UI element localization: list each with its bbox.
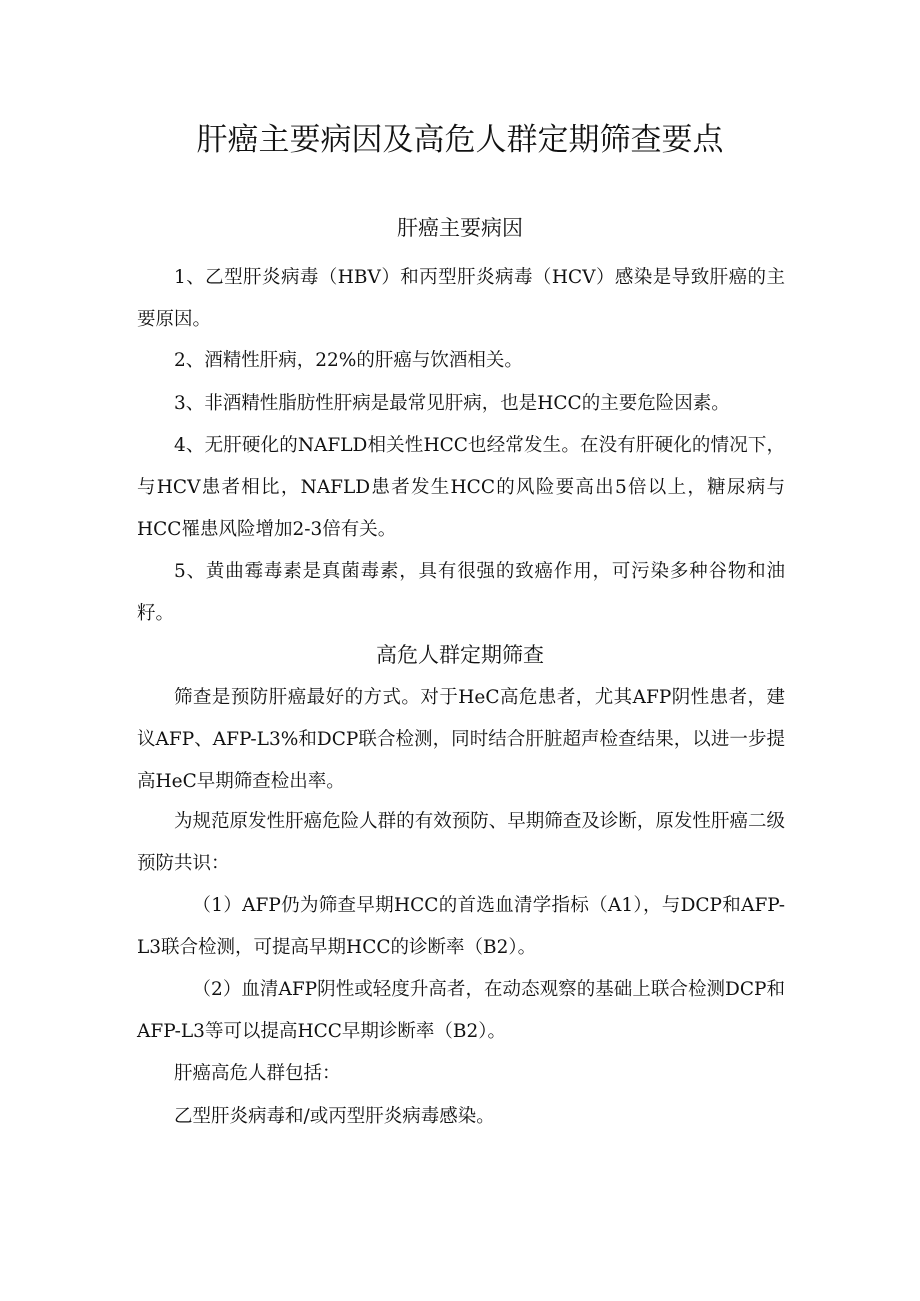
consensus-item-1: （1）AFP仍为筛查早期HCC的首选血清学指标（A1），与DCP和AFP-L3联合检测，可提高早期HCC的诊断率（B2）。: [137, 895, 785, 958]
consensus-item-2: （2）血清AFP阴性或轻度升高者，在动态观察的基础上联合检测DCP和AFP-L3等可以提高HCC早期诊断率（B2）。: [137, 979, 785, 1042]
high-risk-item-1: 乙型肝炎病毒和/或丙型肝炎病毒感染。: [174, 1106, 495, 1127]
screening-paragraph-2: 为规范原发性肝癌危险人群的有效预防、早期筛查及诊断，原发性肝癌二级预防共识：: [137, 811, 785, 874]
high-risk-intro: 肝癌高危人群包括：: [174, 1063, 341, 1084]
section-heading-causes: 肝癌主要病因: [397, 216, 523, 240]
cause-item-1: 1、乙型肝炎病毒（HBV）和丙型肝炎病毒（HCV）感染是导致肝癌的主要原因。: [137, 267, 785, 330]
section-heading-screening: 高危人群定期筛查: [376, 643, 544, 667]
cause-item-5: 5、黄曲霉毒素是真菌毒素，具有很强的致癌作用，可污染多种谷物和油籽。: [137, 561, 785, 624]
cause-item-2: 2、酒精性肝病，22%的肝癌与饮酒相关。: [174, 350, 523, 371]
cause-item-3: 3、非酒精性脂肪性肝病是最常见肝病，也是HCC的主要危险因素。: [174, 393, 730, 414]
screening-paragraph-1: 筛查是预防肝癌最好的方式。对于HeC高危患者，尤其AFP阴性患者，建议AFP、AFP-L3%和DCP联合检测，同时结合肝脏超声检查结果，以进一步提高HeC早期筛查检出率。: [137, 687, 785, 792]
document-title: 肝癌主要病因及高危人群定期筛查要点: [196, 122, 724, 158]
cause-item-4: 4、无肝硬化的NAFLD相关性HCC也经常发生。在没有肝硬化的情况下，与HCV患者相比，NAFLD患者发生HCC的风险要高出5倍以上，糖尿病与HCC罹患风险增加2-3倍有关。: [137, 435, 785, 540]
